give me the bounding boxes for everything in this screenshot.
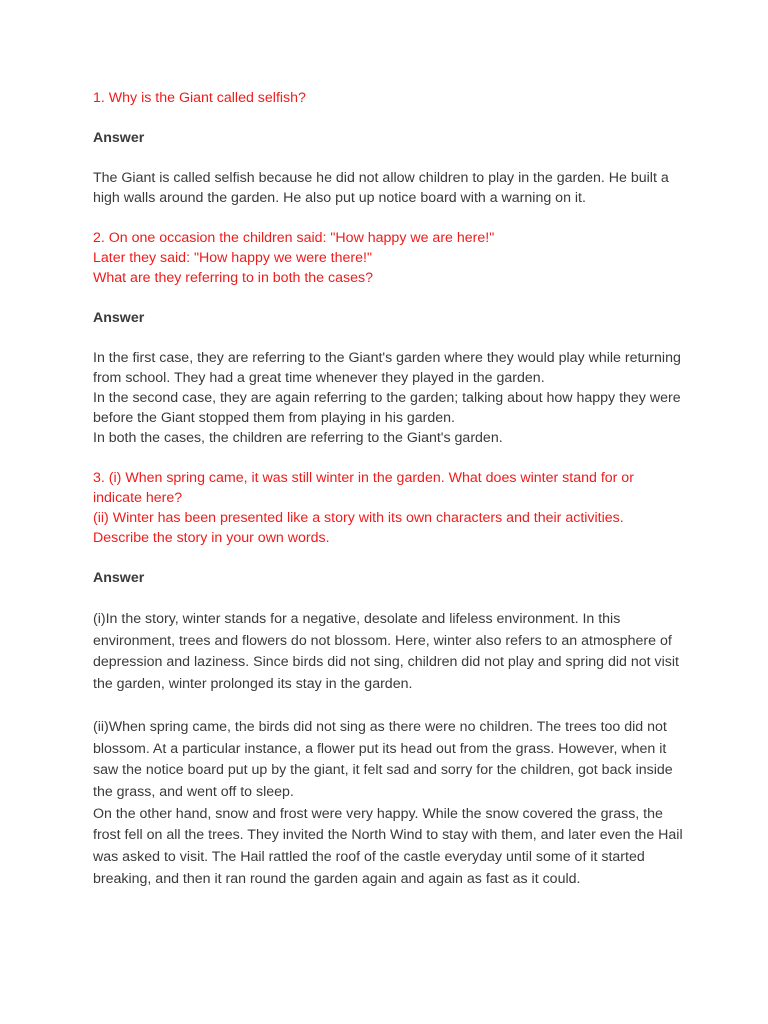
question-line: Later they said: "How happy we were there!" <box>93 250 372 266</box>
answer-line: In both the cases, the children are referring to the Giant's garden. <box>93 430 503 446</box>
question-line: 1. Why is the Giant called selfish? <box>93 90 306 106</box>
answer-paragraph <box>93 348 683 448</box>
answer-line: (ii)When spring came, the birds did not sing as there were no children. The trees too did not blossom. At a particular instance, a flower put its head out from the grass. However, when it saw the notice board put up by the giant, it felt sad and sorry for the children, got back inside the grass, and went off to sleep. <box>93 718 673 800</box>
answer-paragraph <box>93 609 683 696</box>
question-line: (ii) Winter has been presented like a story with its own characters and their activities. Describe the story in your own words. <box>93 510 624 546</box>
question-2-text <box>93 228 683 288</box>
question-line: 2. On one occasion the children said: "How happy we are here!" <box>93 230 495 246</box>
answer-line: In the second case, they are again referring to the garden; talking about how happy they were before the Giant stopped them from playing in his garden. <box>93 390 681 426</box>
question-line: 3. (i) When spring came, it was still winter in the garden. What does winter stand for or indicate here? <box>93 470 634 506</box>
answer-line: On the other hand, snow and frost were very happy. While the snow covered the grass, the frost fell on all the trees. They invited the North Wind to stay with them, and later even the Hail was asked to visit. The Hail rattled the roof of the castle everyday until some of it started breaking, and then it ran round the garden again and again as fast as it could. <box>93 805 683 887</box>
question-line: What are they referring to in both the cases? <box>93 270 373 286</box>
answer-label: Answer <box>93 130 145 146</box>
answer-paragraph <box>93 717 683 891</box>
answer-line: The Giant is called selfish because he did not allow children to play in the garden. He built a high walls around the garden. He also put up notice board with a warning on it. <box>93 170 669 206</box>
question-3-text <box>93 468 683 548</box>
answer-paragraph <box>93 168 683 208</box>
answer-line: In the first case, they are referring to the Giant's garden where they would play while returning from school. They had a great time whenever they played in the garden. <box>93 350 681 386</box>
question-block-2 <box>93 228 683 448</box>
question-1-text <box>93 88 683 108</box>
question-block-1 <box>93 88 683 208</box>
question-block-3 <box>93 468 683 890</box>
answer-label: Answer <box>93 310 145 326</box>
answer-label: Answer <box>93 570 145 586</box>
document-page <box>93 88 683 890</box>
answer-line: (i)In the story, winter stands for a negative, desolate and lifeless environment. In this environment, trees and flowers do not blossom. Here, winter also refers to an atmosphere of depression and laziness. Since birds did not sing, children did not play and spring did not visit the garden, winter prolonged its stay in the garden. <box>93 611 679 693</box>
